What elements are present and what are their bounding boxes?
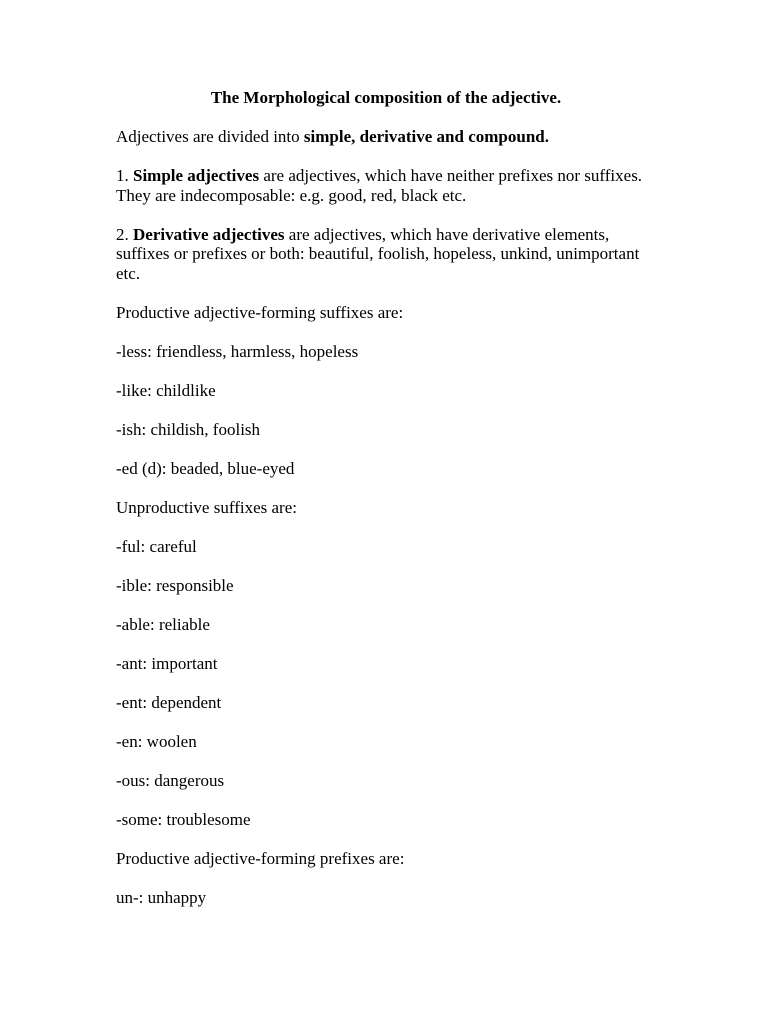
unproductive-suffixes-heading: Unproductive suffixes are:: [116, 497, 297, 517]
productive-prefixes-heading: Productive adjective-forming prefixes are:: [116, 848, 405, 868]
document-title: The Morphological composition of the adjective.: [210, 88, 562, 107]
simple-adjectives-paragraph: [116, 166, 656, 205]
intro-paragraph: [116, 127, 656, 147]
list-item: -like: childlike: [116, 380, 216, 400]
list-item: -ible: responsible: [116, 575, 234, 595]
intro-bold-terms: simple, derivative and compound.: [303, 127, 549, 146]
simple-term: Simple adjectives: [133, 166, 260, 185]
productive-suffixes-heading: Productive adjective-forming suffixes are:: [116, 302, 404, 322]
list-item: -ful: careful: [116, 536, 197, 556]
list-item: -ous: dangerous: [116, 770, 225, 790]
list-item: -ent: dependent: [116, 692, 222, 712]
derivative-term: Derivative adjectives: [133, 224, 285, 244]
derivative-text: are adjectives, which have derivative elements, suffixes or prefixes or both: beautiful, foolish, hopeless, unkind, unimportant etc.: [116, 224, 640, 283]
simple-text: are adjectives, which have neither prefixes nor suffixes. They are indecomposable: e.g. good, red, black etc.: [116, 166, 643, 205]
document-page: [116, 88, 656, 907]
list-item: -ant: important: [116, 653, 218, 673]
derivative-adjectives-paragraph: [116, 225, 656, 284]
list-item: un-: unhappy: [116, 887, 207, 907]
list-item: -able: reliable: [116, 614, 210, 634]
simple-number: 1.: [116, 166, 133, 185]
list-item: -less: friendless, harmless, hopeless: [116, 341, 359, 361]
list-item: -ed (d): beaded, blue-eyed: [116, 458, 295, 478]
derivative-number: 2.: [116, 224, 133, 244]
list-item: -some: troublesome: [116, 809, 251, 829]
list-item: -en: woolen: [116, 731, 197, 751]
intro-text: Adjectives are divided into: [116, 127, 304, 146]
list-item: -ish: childish, foolish: [116, 419, 261, 439]
